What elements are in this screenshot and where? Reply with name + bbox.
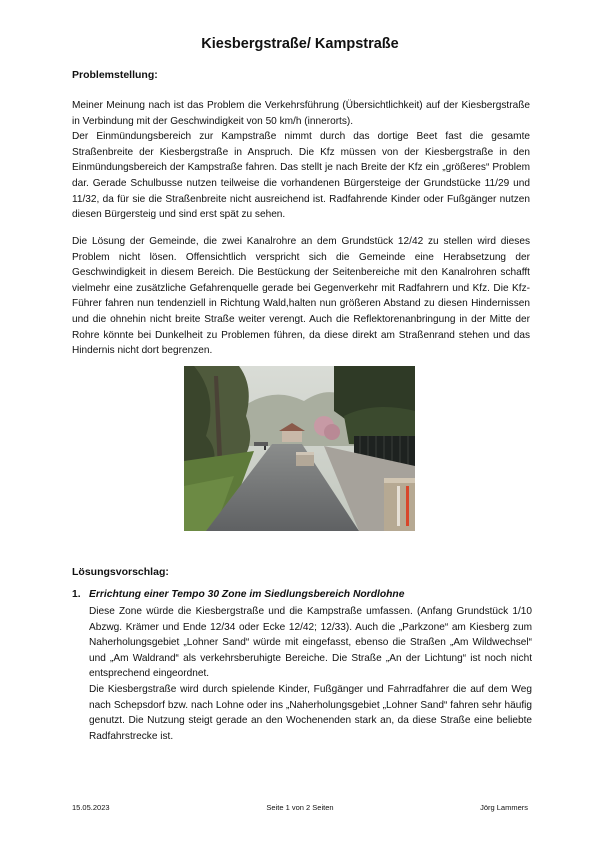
heading-loesungsvorschlag: Lösungsvorschlag: [72, 566, 169, 578]
footer-page-number: Seite 1 von 2 Seiten [266, 803, 334, 812]
problem-text [72, 98, 530, 223]
list-item-paragraph-2: Die Kiesbergstraße wird durch spielende Kinder, Fußgänger und Fahrradfahrer die auf dem Weg nach Schepsdorf bzw. nach Lohne oder ins „Naherholungsgebiet „Lohner Sand“ fahren sehr häufig genutzt. Die Nutzung steigt gerade an den Wochenenden stark an, da diese Straße eine beliebte Radfahrstrecke ist. [89, 683, 532, 742]
list-item-body [89, 604, 532, 744]
list-item-number: 1. [72, 589, 81, 600]
problem-paragraph-2: Der Einmündungsbereich zur Kampstraße nimmt durch das dortige Beet fast die gesamte Straßenbreite der Kiesbergstraße in Anspruch. Die Kfz müssen von der Kiesbergstraße in den Einmündungsbereich der Kampstraße fahren. Das stellt je nach Breite der Kfz ein „größeres“ Problem dar. Gerade Schulbusse nutzen teilweise die vorhandenen Bürgersteige der Grundstücke 11/29 und 11/32, da für sie die Straßenbreite nicht ausreichend ist. Radfahrende Kinder oder Fußgänger nutzen diesen Bürgersteig und sind erst spät zu sehen. [72, 131, 530, 221]
list-item-paragraph-1: Diese Zone würde die Kiesbergstraße und die Kampstraße umfassen. (Anfang Grundstück 1/10 Abzwg. Krämer und Ende 12/34 oder Ecke 12/42; 12/33). Auch die „Parkzone“ am Kiesberg zum Naherholungsgebiet „Lohner Sand“ würde mit eingefasst, ebenso die Straßen „Am Wildwechsel“ und „Am Waldrand“ als verkehrsberuhigte Bereiche. Die Straße „An der Lichtung“ ist noch nicht entsprechend eingeordnet. [89, 606, 532, 680]
footer-date: 15.05.2023 [72, 803, 110, 812]
footer-author: Jörg Lammers [480, 803, 528, 812]
solution-paragraph: Die Lösung der Gemeinde, die zwei Kanalrohre an dem Grundstück 12/42 zu stellen wird dieses Problem nicht lösen. Offensichtlich verspricht sich die Gemeinde eine Herabsetzung der Geschwindigkeit in diesem Bereich. Die Bestückung der Seitenbereiche mit den Kanalrohren schafft vielmehr eine zusätzliche Gefahrenquelle gerade bei Gegenverkehr mit Radfahrern und Kfz. Die Kfz-Führer fahren nun tendenziell in Richtung Wald,halten nun größeren Abstand zu diesen Hindernissen und die ohnehin nicht breite Straße weiter verengt. Auch die Reflektorenanbringung in der Mitte der Rohre könnte bei Dunkelheit zu Problemen führen, da diese direkt am Straßenrand stehen und das Hindernis nicht dort begrenzen. [72, 236, 530, 357]
street-photo [184, 366, 415, 531]
list-item-title: Errichtung einer Tempo 30 Zone im Siedlungsbereich Nordlohne [89, 589, 405, 600]
heading-problemstellung: Problemstellung: [72, 69, 158, 81]
municipality-solution-text [72, 234, 530, 359]
problem-paragraph-1: Meiner Meinung nach ist das Problem die Verkehrsführung (Übersichtlichkeit) auf der Kiesbergstraße in Verbindung mit der Geschwindigkeit von 50 km/h (innerorts). [72, 100, 530, 127]
page-title: Kiesbergstraße/ Kampstraße [201, 36, 399, 52]
